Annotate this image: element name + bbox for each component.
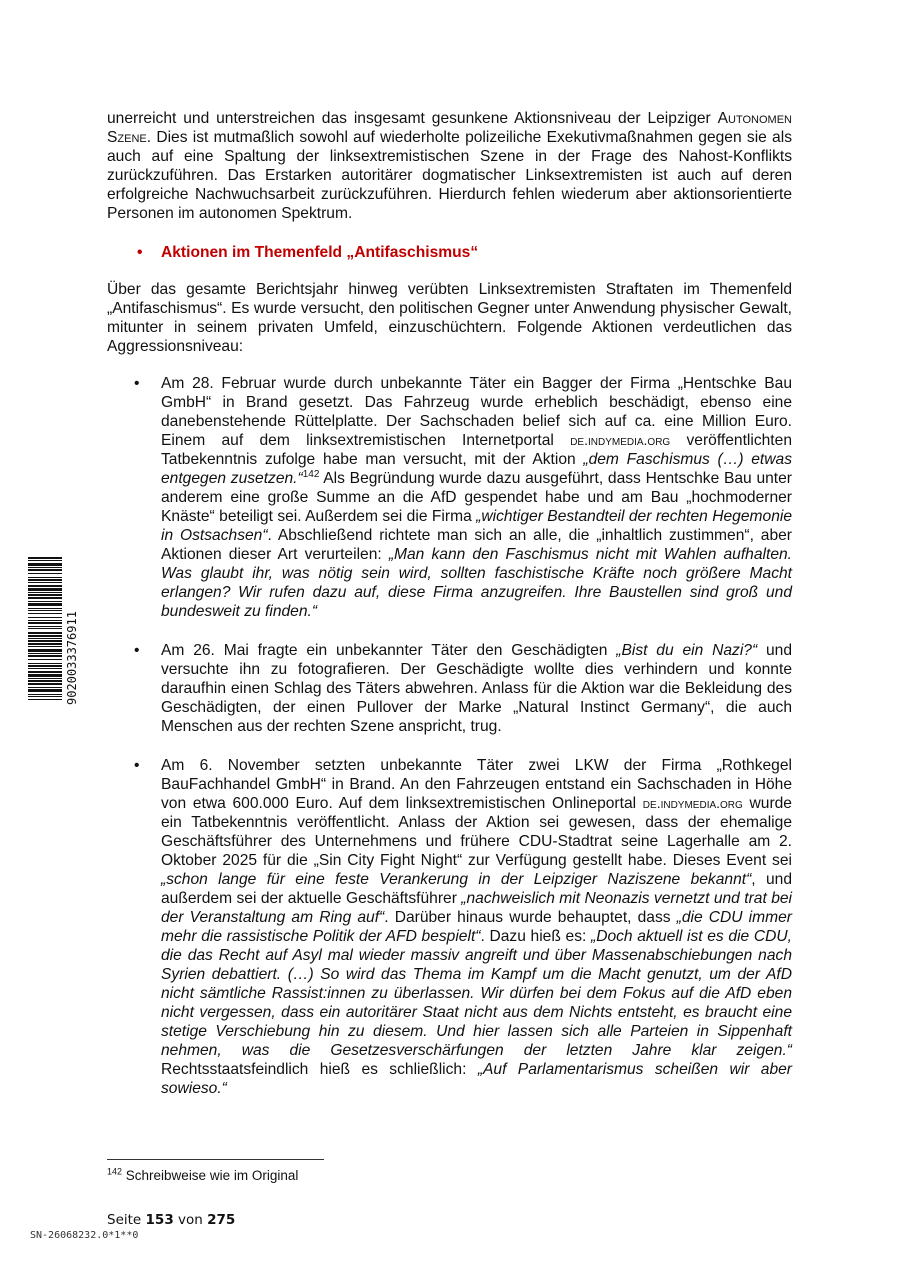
footnote-number: 142 [107, 1166, 123, 1177]
barcode-bar [28, 601, 62, 602]
section-intro: Über das gesamte Berichtsjahr hinweg verübten Linksextremisten Straftaten im Themenfeld „Antifaschismus“. Es wurde versucht, den politischen Gegner unter Anwendung physischer Gewalt, mitunter in seinem privaten Umfeld, einzuschüchtern. Folgende Aktionen verdeutlichen das Aggressionsniveau: [107, 281, 792, 355]
barcode-bar [28, 610, 62, 611]
quote: „schon lange für eine feste Verankerung in der Leipziger Naziszene bekannt“ [161, 871, 752, 888]
text: . Darüber hinaus wurde behauptet, dass [384, 909, 677, 926]
text: veröffentlichten Tatbekenntnis zufolge habe man versucht, mit der Aktion [161, 432, 792, 468]
document-id: SN-26068232.0*1**0 [30, 1230, 139, 1241]
barcode-bar [28, 594, 62, 596]
barcode-bar [28, 626, 62, 627]
list-bullet: • [134, 642, 140, 659]
barcode-bar [28, 643, 62, 645]
barcode-bar [28, 569, 62, 571]
barcode-bar [28, 665, 62, 667]
barcode-bar [28, 655, 62, 657]
barcode-bar [28, 659, 62, 660]
quote: „nachweislich mit Neonazis vernetzt und trat bei der Veranstaltung am Ring auf“ [161, 890, 793, 926]
barcode-bar [28, 699, 62, 700]
barcode-bar [28, 646, 62, 647]
barcode-bar [28, 597, 62, 599]
barcode-bar [28, 674, 62, 677]
barcode-bar [28, 613, 62, 614]
barcode-bar [28, 617, 62, 618]
page-current: 153 [145, 1212, 174, 1228]
portal-name: de.indymedia.org [570, 432, 671, 448]
barcode-bar [28, 620, 62, 621]
section-heading [107, 243, 792, 262]
barcode-bar [28, 694, 62, 695]
page-total: 275 [207, 1212, 236, 1228]
quote: „wichtiger Bestandteil der rechten Hegemonie in Ostsachsen“ [161, 508, 792, 544]
page-label: Seite [107, 1212, 146, 1228]
barcode-bar [28, 560, 62, 561]
section-heading-text: Aktionen im Themenfeld „Antifaschismus“ [161, 244, 479, 261]
footnote [107, 1168, 298, 1183]
quote: „Bist du ein Nazi?“ [616, 642, 758, 659]
barcode-bar [28, 649, 62, 652]
barcode-bar [28, 582, 62, 583]
list-item [107, 374, 792, 621]
quote: „Auf Parlamentarismus scheißen wir aber sowieso.“ [161, 1061, 792, 1097]
barcode-bar [28, 603, 62, 606]
page-sep: von [173, 1212, 208, 1228]
list-item [107, 641, 792, 736]
intro-paragraph [107, 109, 792, 223]
barcode-bar [28, 640, 62, 642]
quote: „Man kann den Faschismus nicht mit Wahlen aufhalten. Was glaubt ihr, was nötig sein wird, sollten faschistische Kräfte noch größere Macht erlangen? Wir rufen dazu auf, diese Firma anzugreifen. Ihre Baustellen sind groß und bundesweit zu finden.“ [161, 546, 792, 620]
portal-name: de.indymedia.org [642, 795, 743, 811]
text: Am 26. Mai fragte ein unbekannter Täter den Geschädigten [161, 642, 617, 659]
intro-text-1: unerreicht und unterstreichen das insgesamt gesunkene Aktionsniveau der Leipziger [107, 110, 718, 127]
barcode-bar [28, 635, 62, 637]
text: Rechtsstaatsfeindlich hieß es schließlich: [161, 1061, 478, 1078]
text: Am 28. Februar wurde durch unbekannte Täter ein Bagger der Firma „Hentschke Bau GmbH“ in Brand gesetzt. Das Fahrzeug wurde erheblich beschädigt, ebenso eine danebenstehende Rüttelplatte. Der Sachschaden belief sich auf ca. eine Million Euro. Einem auf dem linksextremistischen Internetportal [161, 375, 792, 449]
barcode-bar [28, 696, 62, 697]
barcode-bar [28, 671, 62, 673]
barcode-bar [28, 592, 62, 593]
text: und versuchte ihn zu fotografieren. Der Geschädigte wollte dies verhindern und konnte daraufhin einen Schlag des Täters abwehren. Anlass für die Aktion war die Bekleidung des Geschädigten, der einen Pullover der Marke „Natural Instinct Germany“, die auch Menschen aus der rechten Szene anspricht, trug. [161, 642, 792, 735]
intro-text-2: . Dies ist mutmaßlich sowohl auf wiederholte polizeiliche Exekutivmaßnahmen gegen sie als auch auf eine Spaltung der linksextremistischen Szene in der Frage des Nahost-Konflikts zurückzuführen. Das Erstarken autoritärer dogmatischer Linksextremisten ist auch auf deren erfolgreiche Nachwuchsarbeit zurückzuführen. Hierdurch fehlen wiederum aber aktionsorientierte Personen im autonomen Spektrum. [107, 129, 792, 222]
barcode-bar [28, 622, 62, 624]
barcode-bar [28, 563, 62, 566]
page-number [107, 1212, 235, 1228]
text: . Abschließend richtete man sich an alle, die „inhaltlich zustimmen“, aber Aktionen dieser Art verurteilen: [161, 527, 792, 563]
barcode-bar [28, 680, 62, 682]
list-bullet: • [134, 757, 140, 774]
text: Als Begründung wurde dazu ausgeführt, dass Hentschke Bau unter anderem eine große Summe an die AfD gespendet habe und am Bau „hochmoderner Knäste“ beteiligt sei. Außerdem sei die Firma [161, 470, 792, 525]
text: . Dazu hieß es: [480, 928, 591, 945]
barcode-bar [28, 588, 62, 591]
intro-autonomen: Autonomen [717, 110, 792, 127]
barcode-bar [28, 577, 62, 578]
text: wurde ein Tatbekenntnis veröffentlicht. Anlass der Aktion sei gewesen, dass der ehemalige Geschäftsführer des Unternehmens und frühere CDU-Stadtrat seine Lagerhalle am 2. Oktober 2025 für die „Sin City Fight Night“ zur Verfügung gestellt habe. Dieses Event sei [161, 795, 792, 869]
barcode-bar [28, 668, 62, 669]
footnote-ref: 142 [302, 468, 320, 480]
footnote-divider [107, 1159, 324, 1160]
barcode-bar [28, 632, 62, 634]
barcode-bar [28, 608, 62, 609]
text: , und außerdem sei der aktuelle Geschäftsführer [161, 871, 792, 907]
barcode-bar [28, 628, 62, 629]
page-content [107, 109, 792, 1118]
list-bullet: • [134, 375, 140, 392]
barcode-bar [28, 683, 62, 685]
barcode-bar [28, 567, 62, 568]
barcode-bar [28, 687, 62, 688]
quote: „die CDU immer mehr die rassistische Politik der AFD bespielt“ [161, 909, 792, 945]
quote: „dem Faschismus (…) etwas entgegen zusetzen.“ [161, 451, 792, 487]
barcode-bar [28, 663, 62, 664]
text: Am 6. November setzten unbekannte Täter zwei LKW der Firma „Rothkegel BauFachhandel GmbH“ in Brand. An den Fahrzeugen entstand ein Sachschaden in Höhe von etwa 600.000 Euro. Auf dem linksextremistischen Onlineportal [161, 757, 792, 812]
intro-szene: Szene [107, 129, 147, 146]
barcode-bar [28, 689, 62, 692]
heading-bullet: • [137, 244, 143, 261]
barcode-bar [28, 638, 62, 639]
quote: „Doch aktuell ist es die CDU, die das Recht auf Asyl mal wieder massiv angreift und über Massenabschiebungen nach Syrien debattiert. (…) So wird das Thema im Kampf um die Macht genutzt, um der AfD nicht sämtliche Rassist:innen zu überlassen. Wir dürfen bei dem Fokus auf die AfD eben nicht vergessen, dass ein autoritärer Staat nicht aus dem Nichts entsteht, es braucht eine stetige Verschiebung hin zu diesem. Und hier lassen sich alle Parteien in Sippenhaft nehmen, was die Gesetzesverschärfungen der letzten Jahre klar zeigen.“ [161, 928, 792, 1059]
footnote-text: Schreibweise wie im Original [122, 1168, 299, 1183]
barcode [28, 555, 80, 705]
barcode-bar [28, 585, 62, 587]
barcode-bar [28, 557, 62, 559]
list-item [107, 756, 792, 1098]
barcode-digits: 9020033376911 [65, 611, 79, 705]
actions-list [107, 374, 792, 1098]
barcode-bar [28, 678, 62, 679]
barcode-bar [28, 653, 62, 654]
barcode-bar [28, 579, 62, 581]
barcode-bar [28, 573, 62, 574]
barcode-bars [28, 557, 62, 700]
